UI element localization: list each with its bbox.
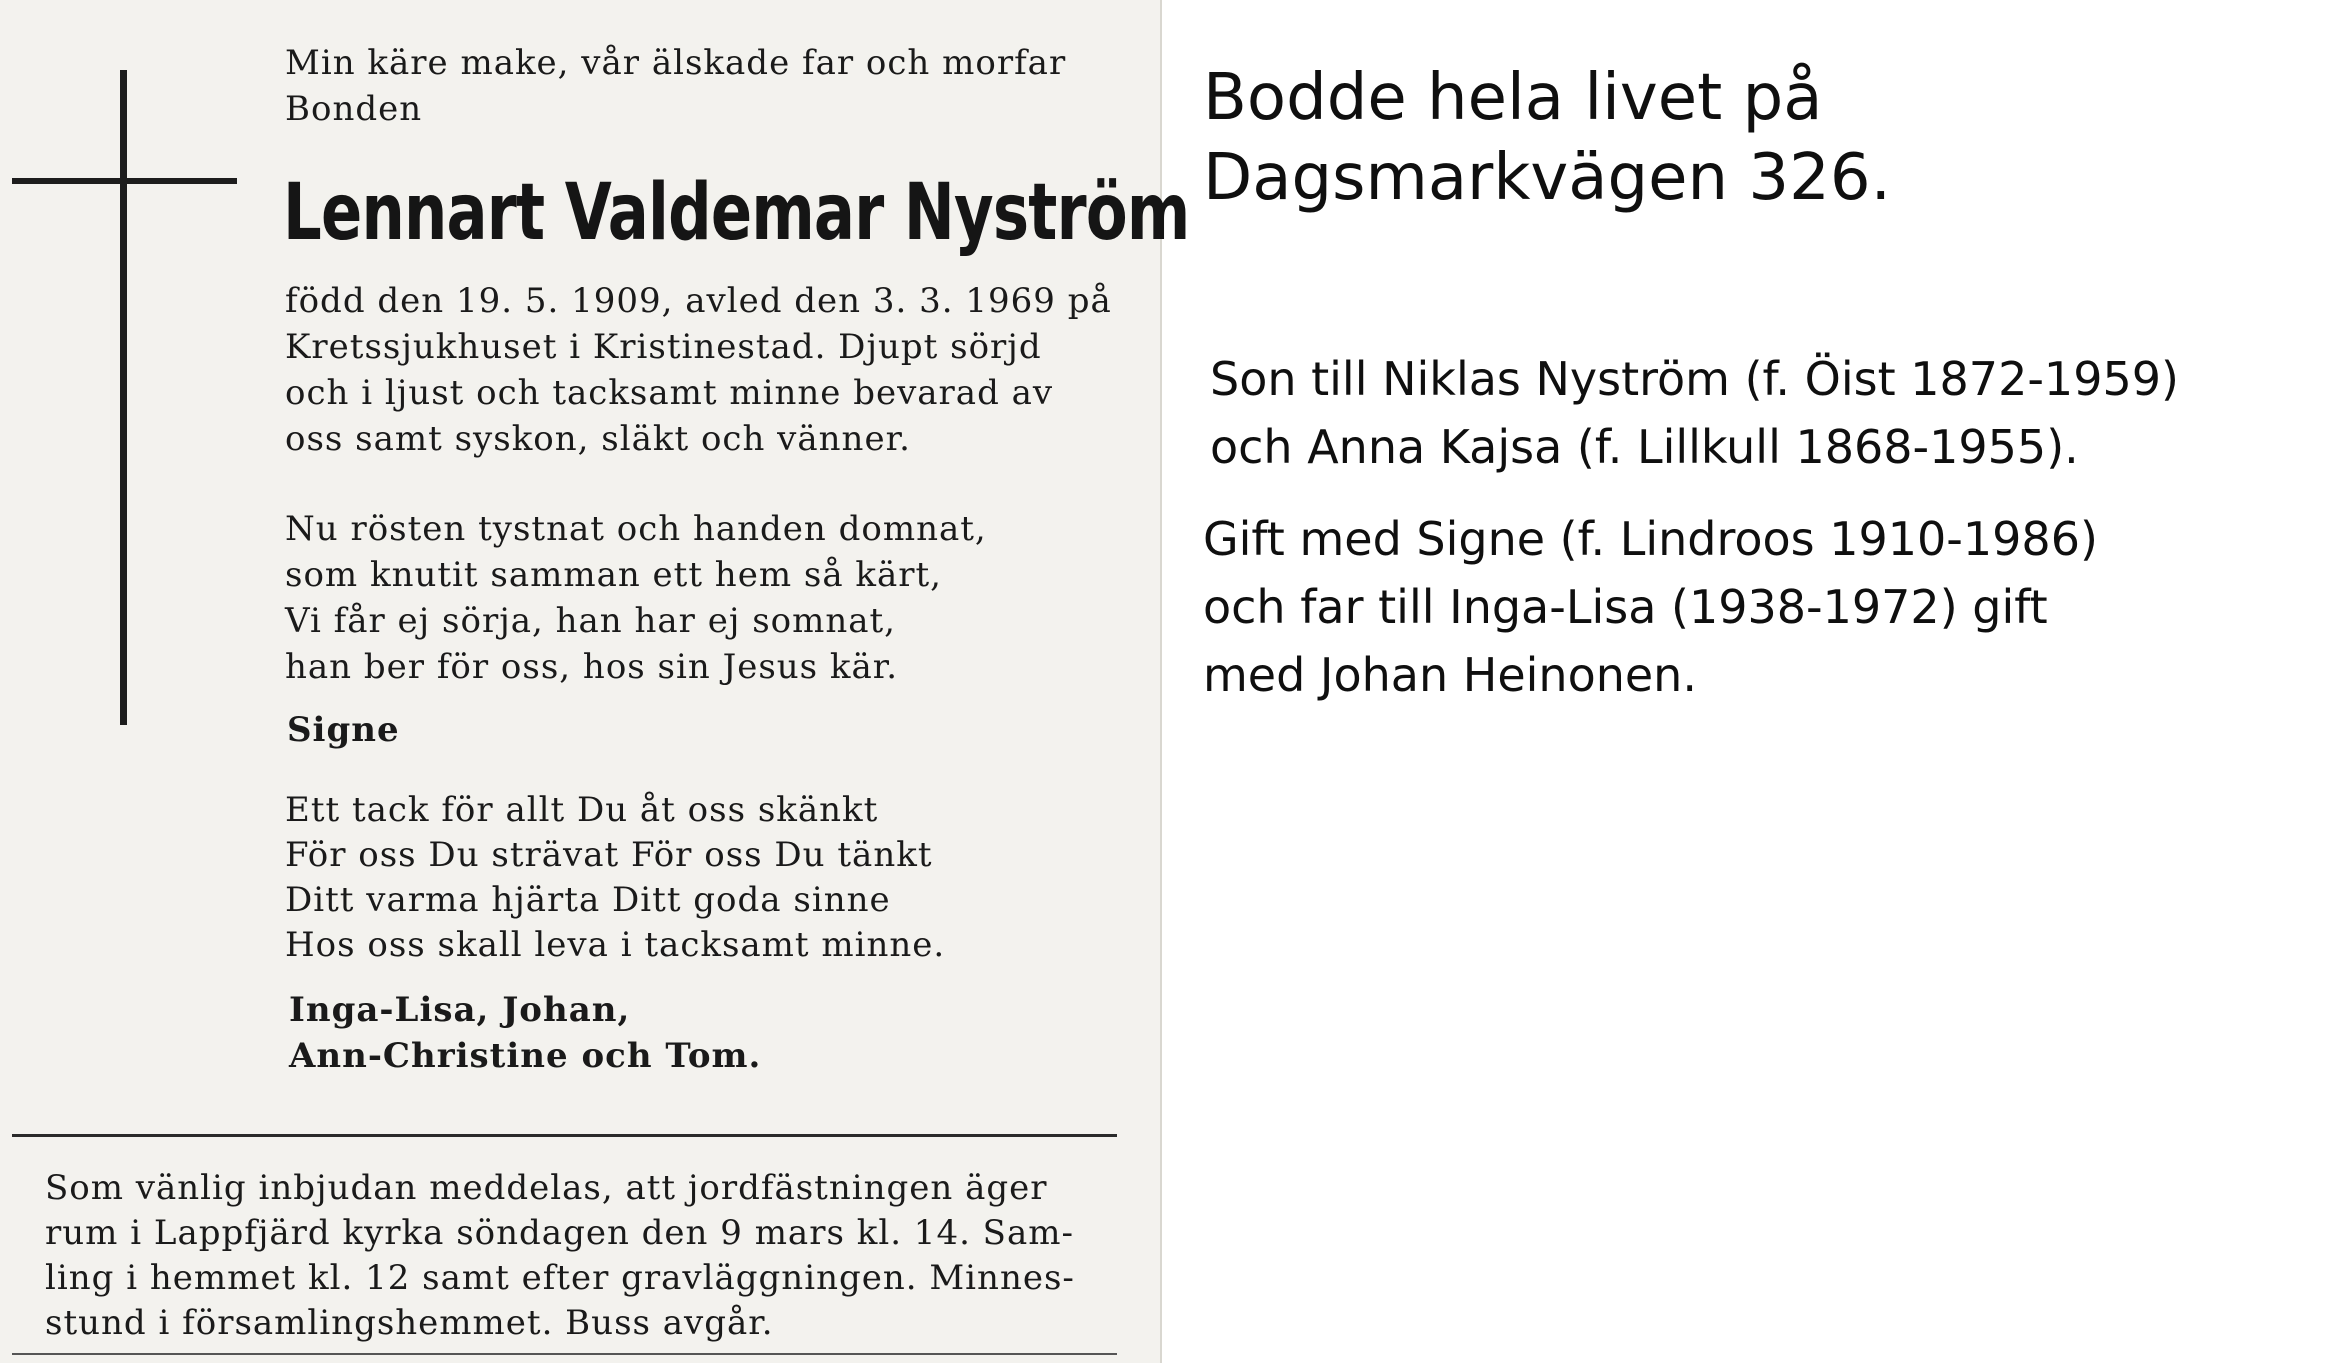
verse-line: Ditt varma hjärta Ditt goda sinne [285, 880, 891, 920]
deceased-name: Lennart Valdemar Nyström [283, 168, 1190, 258]
bio-line: oss samt syskon, släkt och vänner. [285, 419, 911, 459]
notice-line: Som vänlig inbjudan meddelas, att jordfästningen äger [45, 1168, 1048, 1208]
verse-line: Nu rösten tystnat och handen domnat, [285, 509, 987, 549]
parents-note [1210, 345, 2179, 481]
bio-line: och i ljust och tacksamt minne bevarad av [285, 373, 1054, 413]
intro-line: Min käre make, vår älskade far och morfar [285, 43, 1067, 83]
verse-line: Vi får ej sörja, han har ej somnat, [285, 601, 896, 641]
notice-line: ling i hemmet kl. 12 samt efter gravläggningen. Minnes- [45, 1258, 1075, 1298]
note-line: med Johan Heinonen. [1203, 648, 1697, 702]
verse-line: som knutit samman ett hem så kärt, [285, 555, 942, 595]
notice-line: stund i församlingshemmet. Buss avgår. [45, 1303, 774, 1343]
notice-line: rum i Lappfjärd kyrka söndagen den 9 mars kl. 14. Sam- [45, 1213, 1074, 1253]
verse-line: han ber för oss, hos sin Jesus kär. [285, 647, 899, 687]
verse-line: Hos oss skall leva i tacksamt minne. [285, 925, 946, 965]
verse-line: För oss Du strävat För oss Du tänkt [285, 835, 933, 875]
intro-line: Bonden [285, 89, 423, 129]
cross-vertical-bar [120, 70, 127, 725]
verse-two [285, 787, 945, 967]
cross-horizontal-bar [12, 178, 237, 184]
signature-line: Inga-Lisa, Johan, [289, 990, 631, 1030]
note-line: Son till Niklas Nyström (f. Öist 1872-1959) [1210, 352, 2179, 406]
note-line: Gift med Signe (f. Lindroos 1910-1986) [1203, 512, 2098, 566]
note-line: och far till Inga-Lisa (1938-1972) gift [1203, 580, 2048, 634]
signature-line: Ann-Christine och Tom. [289, 1036, 762, 1076]
family-note [1203, 505, 2098, 709]
intro-text [285, 40, 1066, 132]
funeral-notice [45, 1165, 1075, 1345]
heading-line: Dagsmarkvägen 326. [1203, 141, 1891, 215]
heading-line: Bodde hela livet på [1203, 61, 1823, 135]
bio-line: född den 19. 5. 1909, avled den 3. 3. 1969 på [285, 281, 1112, 321]
signature-family [289, 987, 761, 1079]
verse-one [285, 506, 987, 690]
bio-text [285, 278, 1112, 462]
signature-signe: Signe [287, 710, 400, 750]
note-line: och Anna Kajsa (f. Lillkull 1868-1955). [1210, 420, 2079, 474]
residence-heading [1203, 58, 1891, 218]
notice-divider [12, 1134, 1117, 1137]
verse-line: Ett tack för allt Du åt oss skänkt [285, 790, 879, 830]
bottom-divider [12, 1353, 1117, 1355]
bio-line: Kretssjukhuset i Kristinestad. Djupt sörjd [285, 327, 1042, 367]
